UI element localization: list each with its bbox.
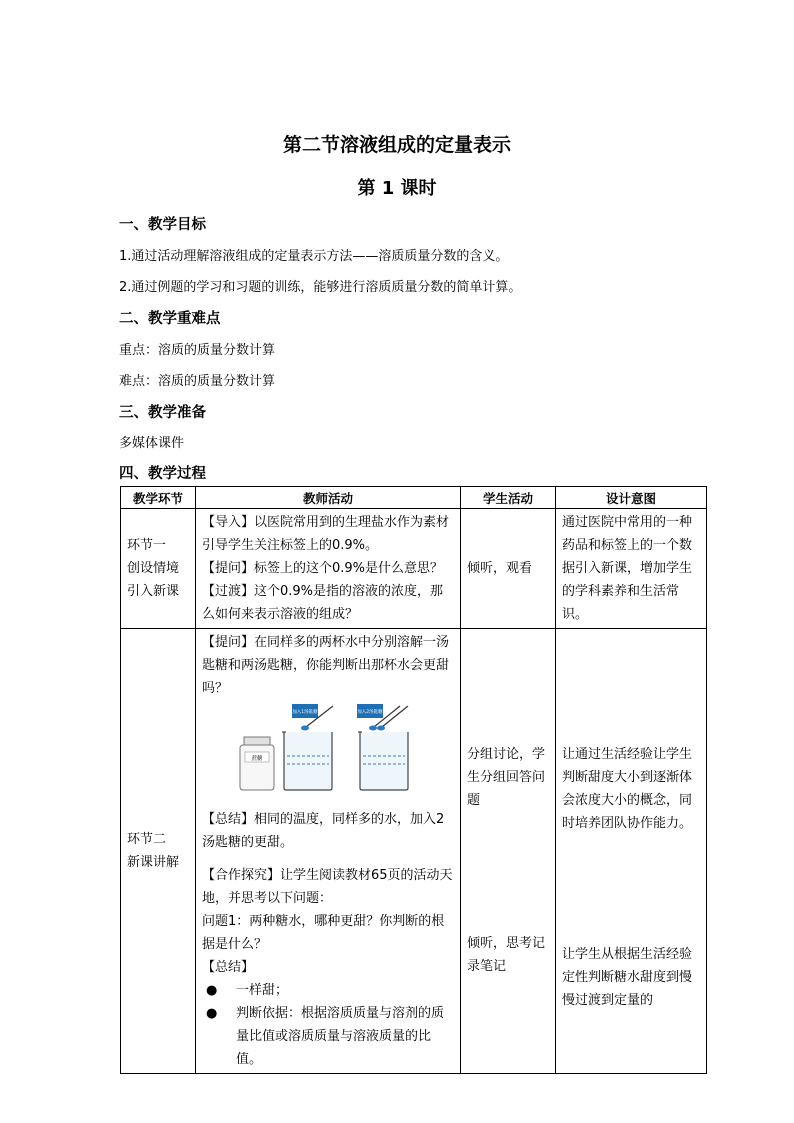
teacher-question: 【提问】在同样多的两杯水中分别溶解一汤匙糖和两汤匙糖，你能判断出那杯水会更甜吗？: [202, 635, 450, 696]
spoon-bowl-1: [301, 726, 309, 731]
teacher-summary-2: 【总结】: [202, 960, 255, 975]
list-item: [202, 1002, 454, 1071]
design-intent-1: 让通过生活经验让学生判断甜度大小到逐渐体会浓度大小的概念，同时培养团队协作能力。: [562, 747, 693, 831]
key-point: 重点：溶质的质量分数计算: [119, 343, 276, 358]
teacher-question-1: 问题1：两种糖水，哪种更甜？你判断的根据是什么？: [202, 914, 445, 952]
goal-item-1: 1.通过活动理解溶液组成的定量表示方法——溶质质量分数的含义。: [119, 249, 509, 264]
difficult-point: 难点：溶质的质量分数计算: [119, 374, 276, 389]
spoon-label-1-text: 加入1汤匙糖: [292, 710, 318, 715]
section-heading-goals: 一、教学目标: [119, 217, 206, 233]
spoon-label-2-text: 加入2汤匙糖: [357, 710, 383, 715]
student-activity-cell: [461, 629, 556, 1074]
bullet-text: 判断依据：根据溶质质量与溶剂的质量比值或溶质质量与溶液质量的比值。: [236, 1006, 445, 1067]
teacher-question: 【提问】标签上的这个0.9%是什么意思？: [202, 561, 444, 576]
section-heading-keypoints: 二、教学重难点: [119, 311, 221, 327]
header-intent: 设计意图: [556, 487, 707, 509]
spoon-bowl-2a: [369, 726, 377, 731]
table-row: [121, 509, 707, 629]
stage-line: 环节二: [127, 832, 167, 847]
student-activity-2: 倾听，思考记录笔记: [467, 936, 546, 974]
design-intent-cell: 通过医院中常用的一种药品和标签上的一个数据引入新课，增加学生的学科素养和生活常识。: [556, 509, 707, 629]
design-intent-2: 让学生从根据生活经验定性判断糖水甜度到慢慢过渡到定量的: [562, 947, 693, 1008]
teacher-activity-cell: [196, 629, 461, 1074]
beaker-1: [284, 732, 332, 790]
header-stage: 教学环节: [121, 487, 196, 509]
section-heading-process: 四、教学过程: [119, 466, 206, 482]
preparation-text: 多媒体课件: [119, 436, 185, 451]
teacher-activity-cell: [196, 509, 461, 629]
stage-cell: [121, 629, 196, 1074]
stage-line: 新课讲解: [127, 855, 180, 870]
section-heading-preparation: 三、教学准备: [119, 405, 206, 421]
teaching-process-table: [120, 486, 707, 1074]
stage-line: 环节一: [127, 538, 167, 553]
sugar-jar-lid: [244, 737, 270, 745]
doc-title: 第二节溶液组成的定量表示: [282, 134, 511, 156]
design-intent-cell: [556, 629, 707, 1074]
sugar-beaker-illustration: [202, 702, 452, 794]
list-item: [202, 979, 454, 1002]
spoon-2b: [382, 706, 408, 727]
spoon-bowl-2b: [377, 726, 385, 731]
teacher-transition: 【过渡】这个0.9%是指的溶液的浓度，那么如何来表示溶液的组成？: [202, 584, 444, 622]
table-row: [121, 629, 707, 1074]
student-activity-1: 分组讨论，学生分组回答问题: [467, 747, 546, 808]
header-student: 学生活动: [461, 487, 556, 509]
teacher-intro: 【导入】以医院常用到的生理盐水作为素材引导学生关注标签上的0.9%。: [202, 515, 450, 553]
goal-item-2: 2.通过例题的学习和习题的训练，能够进行溶质质量分数的简单计算。: [119, 280, 522, 295]
stage-line: 创设情境: [127, 561, 180, 576]
stage-cell: [121, 509, 196, 629]
student-activity-cell: 倾听，观看: [461, 509, 556, 629]
jar-label-text: 蔗糖: [251, 756, 263, 762]
bullet-dot: ●: [206, 1006, 218, 1021]
stage-line: 引入新课: [127, 584, 180, 599]
teacher-cooperative-inquiry: 【合作探究】让学生阅读教材65页的活动天地，并思考以下问题：: [202, 868, 453, 906]
teacher-summary: 【总结】相同的温度，同样多的水，加入2汤匙糖的更甜。: [202, 812, 445, 850]
table-header-row: [121, 487, 707, 509]
beaker-2: [360, 732, 408, 790]
bullet-text: 一样甜；: [236, 983, 289, 998]
bullet-dot: ●: [206, 983, 218, 998]
header-teacher: 教师活动: [196, 487, 461, 509]
doc-subtitle: 第 1 课时: [357, 178, 437, 199]
